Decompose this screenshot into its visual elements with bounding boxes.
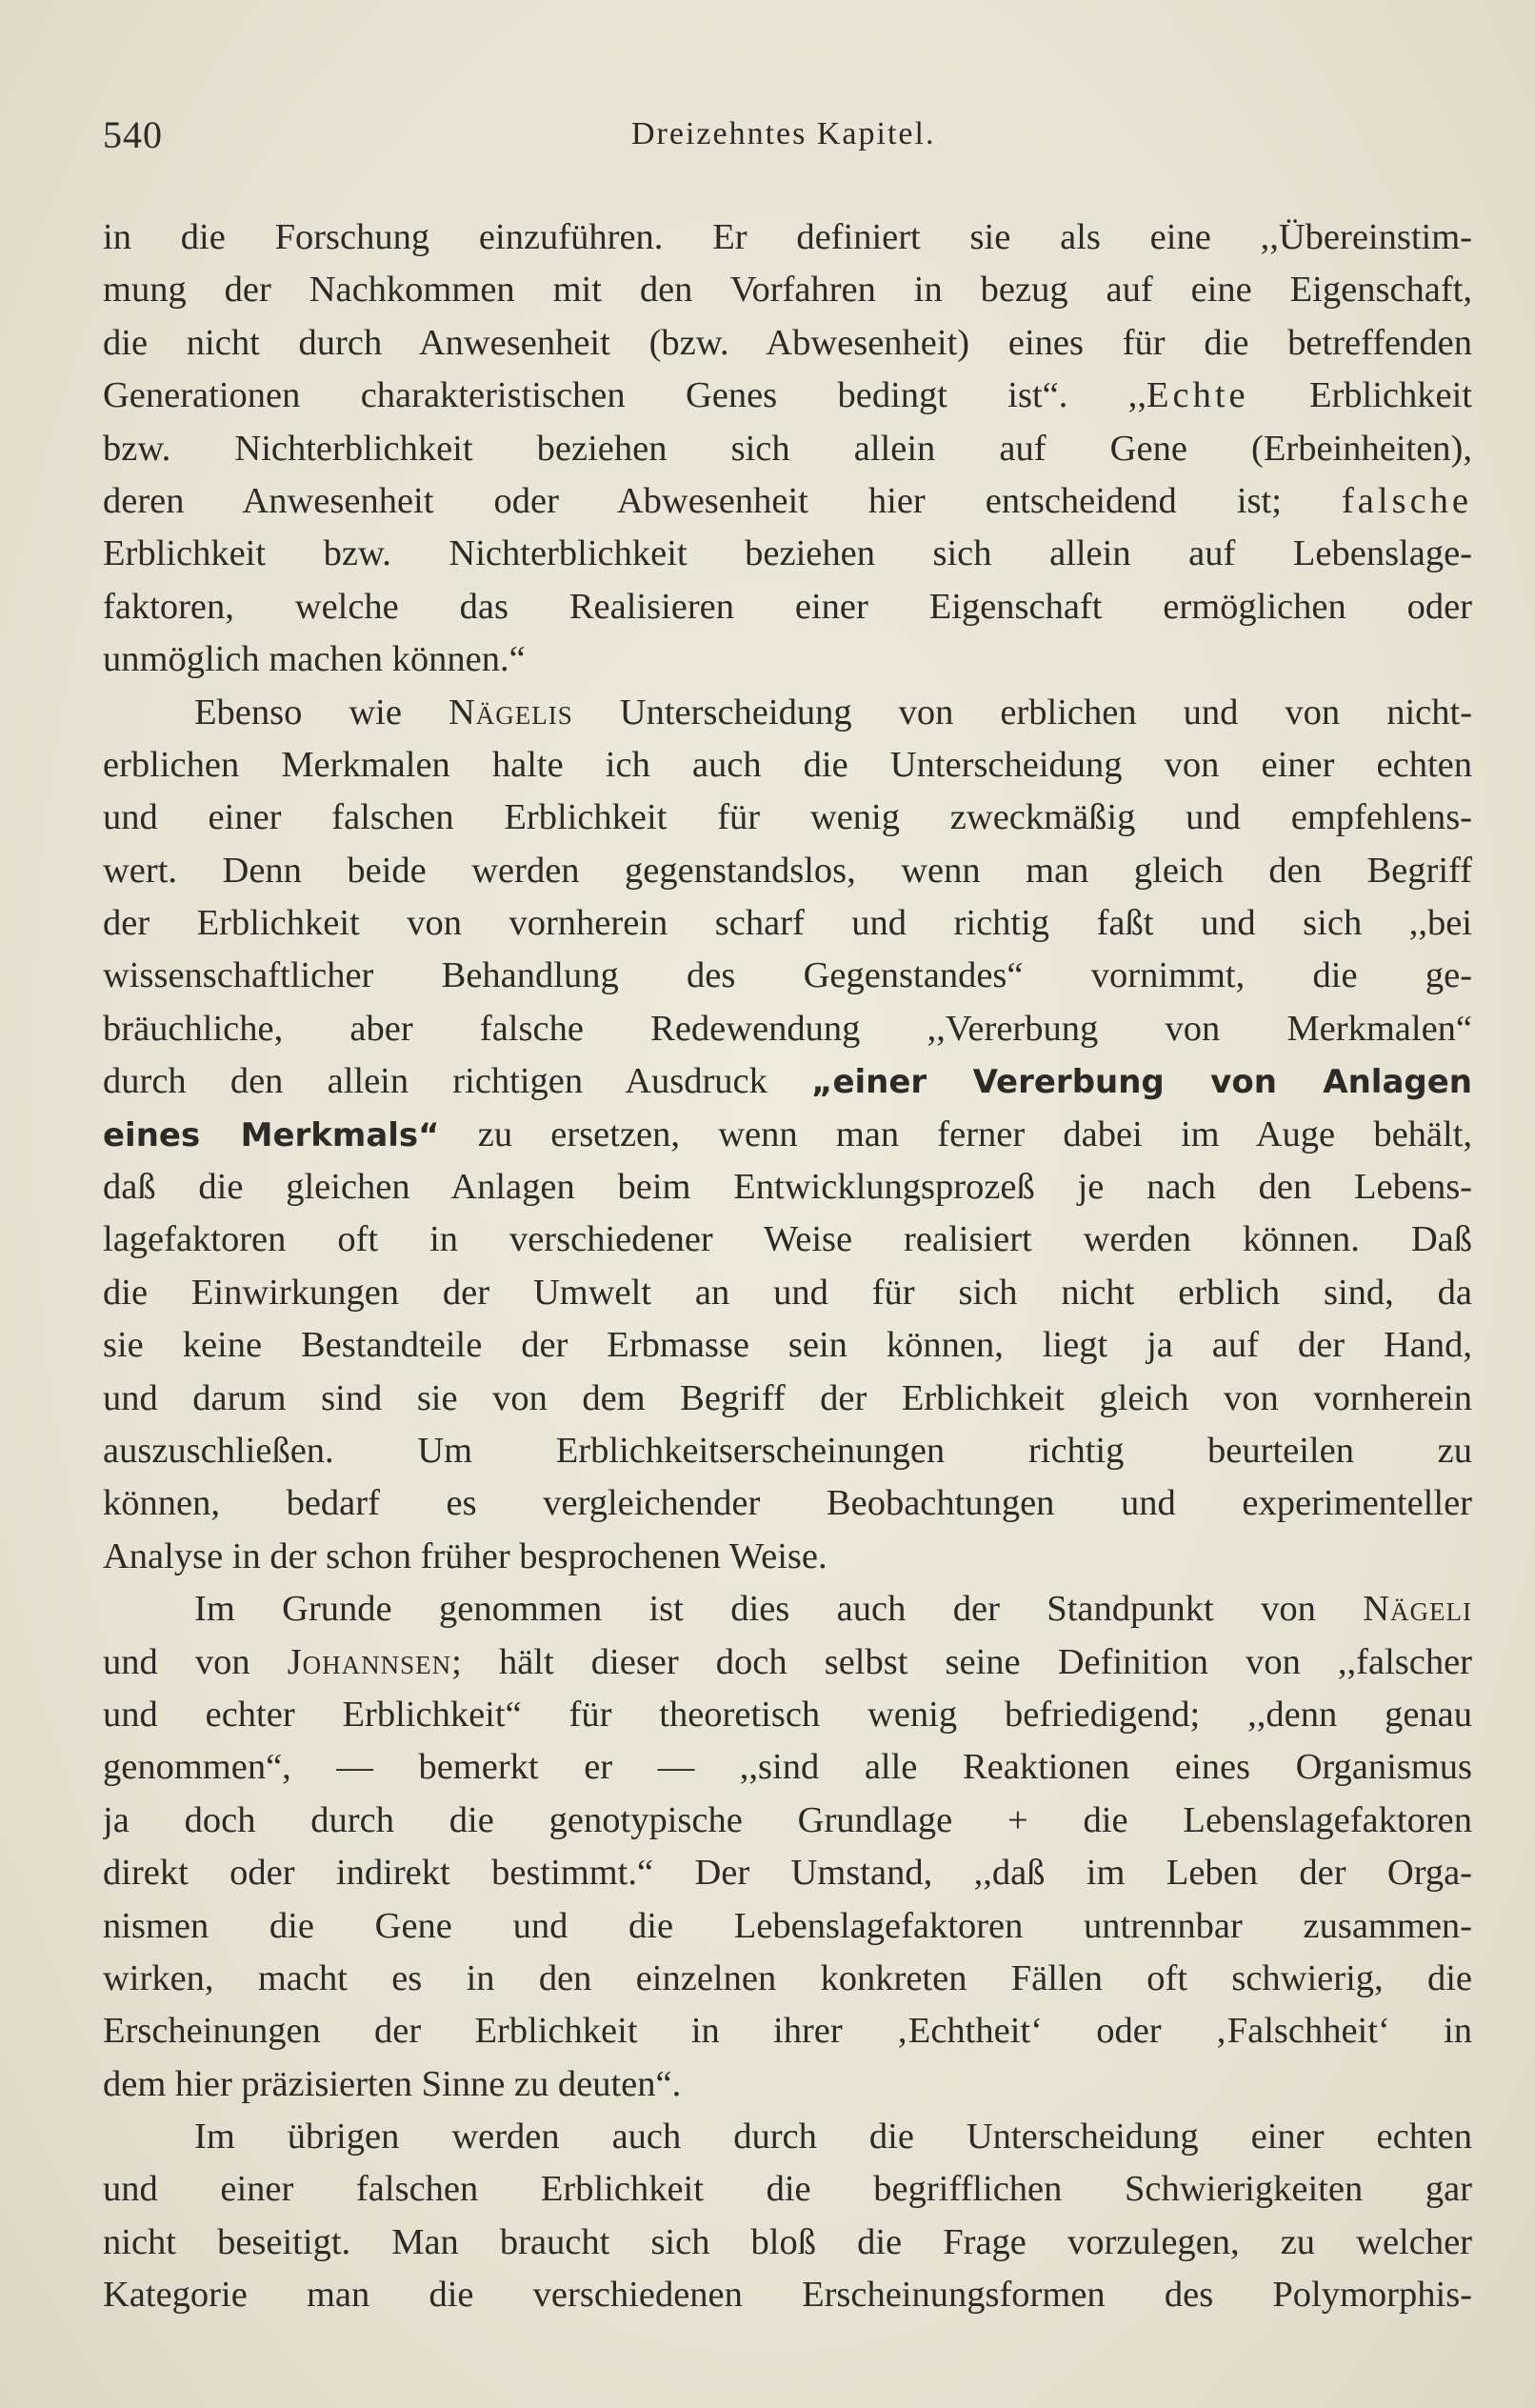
text-segment: und einer falschen Erblichkeit die begrifflichen Schwierigkeiten gar (103, 2169, 1472, 2210)
text-segment: die Einwirkungen der Umwelt an und für sich nicht erblich sind, da (103, 1272, 1472, 1313)
body-text (103, 211, 1472, 2322)
text-segment: Kategorie man die verschiedenen Erscheinungsformen des Polymorphis- (103, 2275, 1472, 2316)
text-line (103, 1425, 1472, 1477)
text-segment: Generationen charakteristischen Genes bedingt ist“. ,, (103, 375, 1146, 416)
text-segment: dem hier präzisierten Sinne zu deuten“. (103, 2063, 682, 2104)
text-line (103, 1953, 1472, 2005)
text-segment: falsche (1341, 480, 1472, 521)
text-line (103, 1741, 1472, 1794)
text-segment: mung der Nachkommen mit den Vorfahren in bezug auf eine Eigenschaft, (103, 270, 1472, 311)
text-line (103, 211, 1472, 264)
text-line (103, 475, 1472, 528)
page-header (103, 112, 1474, 170)
text-segment: Unterscheidung von erblichen und von nicht- (572, 692, 1472, 732)
text-segment: ja doch durch die genotypische Grundlage + die Lebenslagefaktoren (103, 1799, 1472, 1840)
text-segment: eines Merkmals“ (103, 1115, 440, 1154)
text-line (103, 423, 1472, 475)
text-segment: ; hält dieser doch selbst seine Definition von ,,falscher (451, 1641, 1472, 1682)
text-segment: wert. Denn beide werden gegenstandslos, wenn man gleich den Begriff (103, 850, 1472, 891)
text-line (103, 897, 1472, 950)
text-line (103, 1319, 1472, 1372)
text-line (103, 1109, 1472, 1161)
text-line (103, 1531, 1472, 1583)
text-line (103, 581, 1472, 633)
text-line (103, 1161, 1472, 1214)
running-head: Dreizehntes Kapitel. (631, 116, 936, 151)
text-line (103, 1214, 1472, 1266)
text-line (103, 2217, 1472, 2269)
text-segment: und von (103, 1641, 288, 1682)
text-segment: die nicht durch Anwesenheit (bzw. Abwesenheit) eines für die betreffenden (103, 322, 1472, 363)
text-line (103, 528, 1472, 580)
text-segment: Im Grunde genommen ist dies auch der Standpunkt von (194, 1589, 1364, 1630)
text-segment: Analyse in der schon früher besprochenen Weise. (103, 1535, 827, 1576)
text-segment: nismen die Gene und die Lebenslagefaktoren untrennbar zusammen- (103, 1905, 1472, 1946)
text-line (103, 739, 1472, 792)
text-segment: Nägeli (1363, 1589, 1472, 1630)
text-line (103, 1689, 1472, 1741)
text-line (103, 1636, 1472, 1689)
text-line (103, 2163, 1472, 2216)
text-segment: deren Anwesenheit oder Abwesenheit hier entscheidend ist; (103, 480, 1342, 521)
text-segment: wirken, macht es in den einzelnen konkreten Fällen oft schwierig, die (103, 1957, 1472, 1998)
text-segment: Echte (1146, 375, 1249, 416)
page-number: 540 (103, 113, 163, 156)
text-segment: nicht beseitigt. Man braucht sich bloß die Frage vorzulegen, zu welcher (103, 2221, 1472, 2262)
text-segment: „einer Vererbung von Anlagen (811, 1063, 1472, 1102)
text-segment: und echter Erblichkeit“ für theoretisch wenig befriedigend; ,,denn genau (103, 1694, 1472, 1735)
text-segment: in die Forschung einzuführen. Er definiert sie als eine ,,Übereinstim- (103, 217, 1472, 257)
text-line (103, 317, 1472, 370)
text-segment: wissenschaftlicher Behandlung des Gegenstandes“ vornimmt, die ge- (103, 955, 1472, 996)
text-line (103, 2269, 1472, 2321)
text-segment: faktoren, welche das Realisieren einer Eigenschaft ermöglichen oder (103, 586, 1472, 627)
text-line (103, 2005, 1472, 2057)
text-segment: Nägelis (448, 692, 573, 732)
text-line (103, 1583, 1472, 1635)
text-segment: und darum sind sie von dem Begriff der Erblichkeit gleich von vornherein (103, 1377, 1472, 1418)
text-line (103, 264, 1472, 316)
text-segment: auszuschließen. Um Erblichkeitserscheinungen richtig beurteilen zu (103, 1430, 1472, 1471)
text-segment: genommen“, — bemerkt er — ,,sind alle Reaktionen eines Organismus (103, 1747, 1472, 1788)
text-line (103, 845, 1472, 897)
text-segment: können, bedarf es vergleichender Beobachtungen und experimenteller (103, 1483, 1472, 1524)
text-line (103, 633, 1472, 686)
text-segment: Erblichkeit (1248, 375, 1472, 416)
text-segment: Ebenso wie (194, 692, 449, 732)
text-segment: direkt oder indirekt bestimmt.“ Der Umstand, ,,daß im Leben der Orga- (103, 1853, 1472, 1894)
text-line (103, 1267, 1472, 1319)
text-line (103, 1795, 1472, 1847)
text-line (103, 950, 1472, 1002)
text-segment: sie keine Bestandteile der Erbmasse sein können, liegt ja auf der Hand, (103, 1325, 1472, 1366)
text-line (103, 1373, 1472, 1425)
text-segment: und einer falschen Erblichkeit für wenig zweckmäßig und empfehlens- (103, 797, 1472, 838)
text-segment: Erblichkeit bzw. Nichterblichkeit beziehen sich allein auf Lebenslage- (103, 533, 1472, 574)
text-line (103, 1900, 1472, 1953)
text-line (103, 2111, 1472, 2163)
text-segment: erblichen Merkmalen halte ich auch die Unterscheidung von einer echten (103, 744, 1472, 785)
text-segment: lagefaktoren oft in verschiedener Weise realisiert werden können. Daß (103, 1219, 1472, 1260)
text-segment: Erscheinungen der Erblichkeit in ihrer ‚Echtheit‘ oder ‚Falschheit‘ in (103, 2011, 1472, 2052)
text-line (103, 1847, 1472, 1899)
text-line (103, 1477, 1472, 1530)
text-segment: bzw. Nichterblichkeit beziehen sich allein auf Gene (Erbeinheiten), (103, 428, 1472, 469)
text-line (103, 1055, 1472, 1108)
text-line (103, 687, 1472, 739)
text-segment: daß die gleichen Anlagen beim Entwicklungsprozeß je nach den Lebens- (103, 1167, 1472, 1208)
text-segment: Johannsen (287, 1641, 452, 1682)
text-line (103, 2058, 1472, 2111)
text-segment: bräuchliche, aber falsche Redewendung ,,Vererbung von Merkmalen“ (103, 1008, 1472, 1049)
text-line (103, 370, 1472, 422)
text-segment: zu ersetzen, wenn man ferner dabei im Auge behält, (439, 1114, 1472, 1154)
text-segment: Im übrigen werden auch durch die Unterscheidung einer echten (194, 2117, 1472, 2157)
text-segment: unmöglich machen können.“ (103, 639, 526, 680)
text-segment: durch den allein richtigen Ausdruck (103, 1061, 812, 1102)
text-segment: der Erblichkeit von vornherein scharf und richtig faßt und sich ,,bei (103, 903, 1472, 944)
text-line (103, 792, 1472, 844)
text-line (103, 1003, 1472, 1055)
